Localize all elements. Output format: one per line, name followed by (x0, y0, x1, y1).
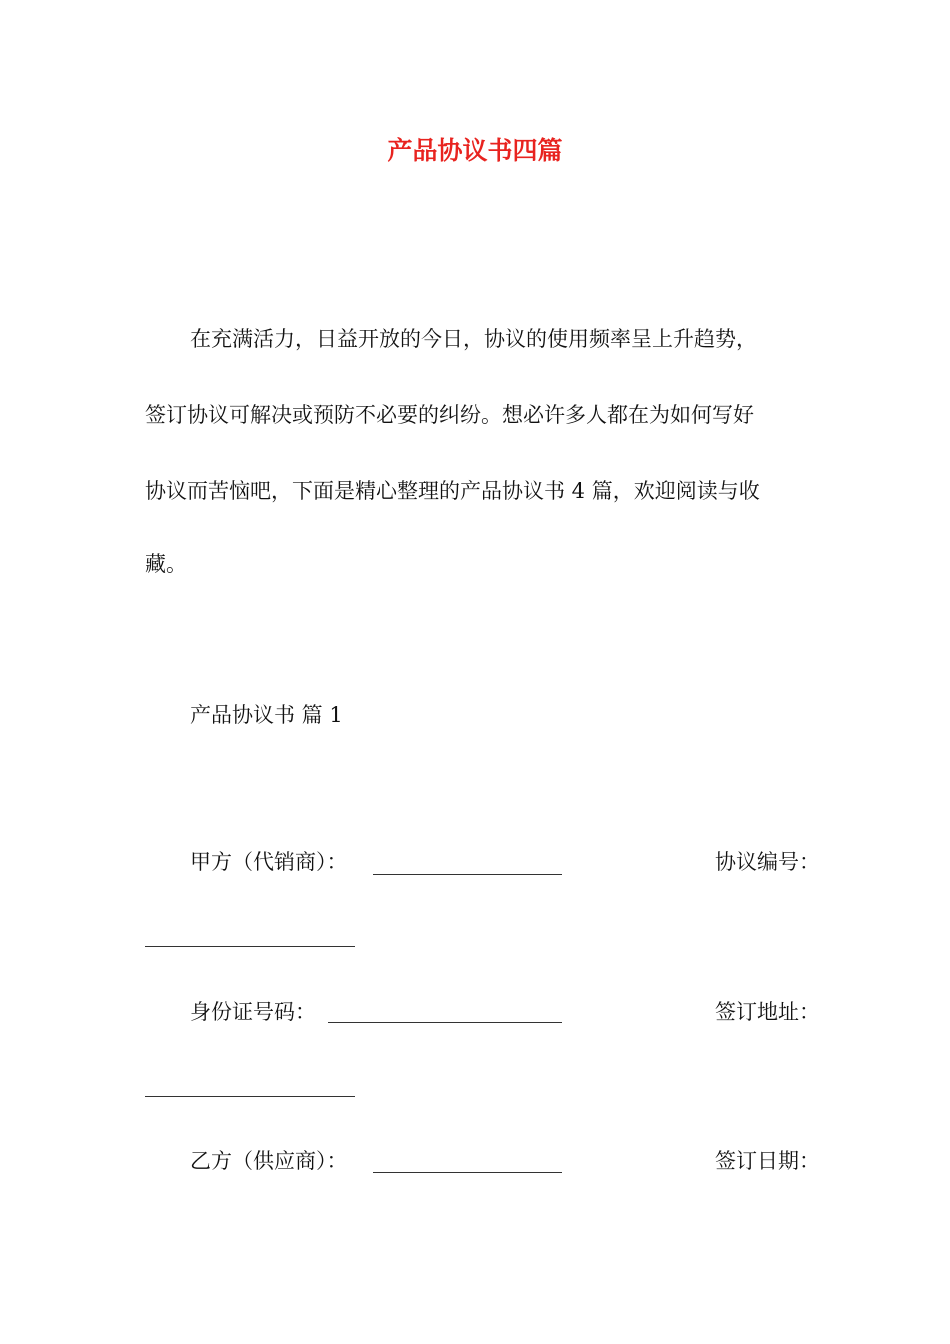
intro-line-4: 藏。 (145, 552, 187, 576)
page-title: 产品协议书四篇 (387, 136, 563, 165)
agreement-no-blank[interactable] (145, 946, 355, 947)
agreement-no-label: 协议编号： (715, 850, 820, 874)
id-number-blank[interactable] (328, 1022, 562, 1023)
id-number-label: 身份证号码： (190, 1000, 316, 1024)
party-a-blank[interactable] (373, 874, 562, 875)
party-a-label: 甲方（代销商）： (190, 850, 348, 874)
intro-line-1: 在充满活力，日益开放的今日，协议的使用频率呈上升趋势， (190, 327, 757, 351)
section-heading: 产品协议书 篇 1 (190, 703, 343, 727)
intro-line-3: 协议而苦恼吧，下面是精心整理的产品协议书 4 篇，欢迎阅读与收 (145, 479, 760, 503)
sign-address-blank[interactable] (145, 1096, 355, 1097)
sign-address-label: 签订地址： (715, 1000, 820, 1024)
intro-line-2: 签订协议可解决或预防不必要的纠纷。想必许多人都在为如何写好 (145, 403, 754, 427)
party-b-blank[interactable] (373, 1172, 562, 1173)
party-b-label: 乙方（供应商）： (190, 1149, 348, 1173)
sign-date-label: 签订日期： (715, 1149, 820, 1173)
